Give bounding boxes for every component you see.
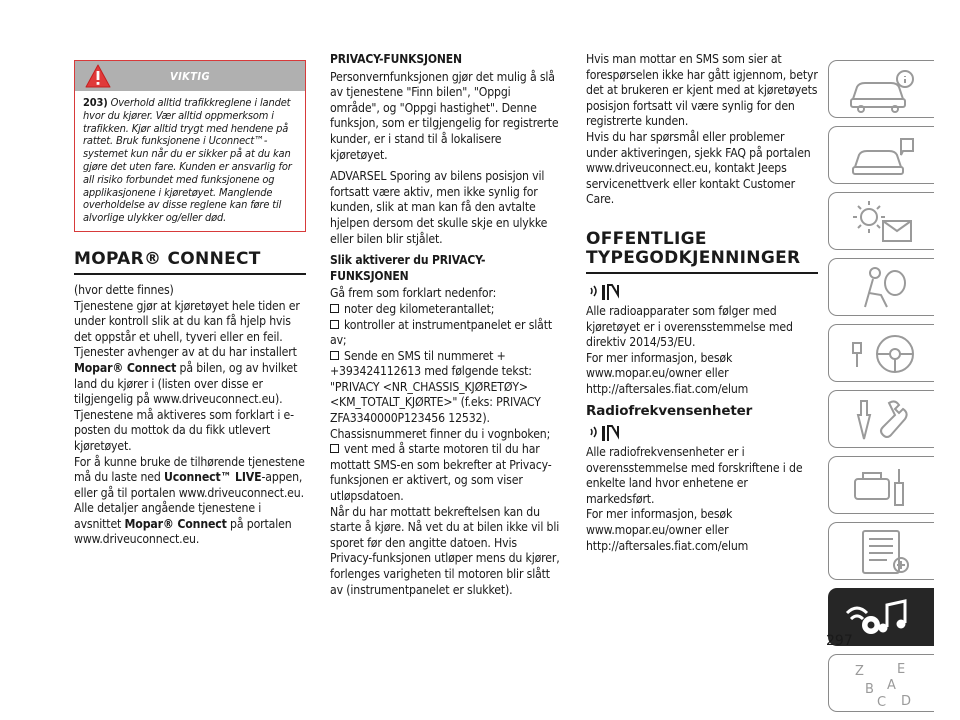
multimedia-icon xyxy=(843,593,923,643)
radio-frequency-heading: Radiofrekvensenheter xyxy=(586,402,753,419)
bold-run: Uconnect™ LIVE xyxy=(164,470,262,485)
warning-title: VIKTIG xyxy=(170,70,210,83)
column-middle xyxy=(330,52,562,598)
tab-warning-lights[interactable] xyxy=(828,192,934,250)
tab-airbag-safety[interactable] xyxy=(828,258,934,316)
airbag-safety-icon xyxy=(843,263,923,313)
bold-run: Mopar® Connect xyxy=(74,360,177,375)
text-run: Tjenester avhenger av at du har installert xyxy=(74,345,297,360)
emergency-tools-icon xyxy=(843,395,923,445)
tab-car-controls[interactable] xyxy=(828,126,934,184)
type-approval-info: For mer informasjon, besøk www.mopar.eu/owner eller http://aftersales.fiat.com/elum xyxy=(586,350,749,396)
certification-icon xyxy=(588,423,622,443)
text-run: på portalen www.driveuconnect.eu. xyxy=(74,516,292,547)
technical-data-icon xyxy=(843,527,923,577)
certification-icon xyxy=(588,282,622,302)
tab-driving[interactable] xyxy=(828,324,934,382)
tab-index[interactable] xyxy=(828,654,934,712)
maintenance-service-icon xyxy=(843,461,923,511)
tab-car-info[interactable] xyxy=(828,60,934,118)
tab-maintenance[interactable] xyxy=(828,456,934,514)
text-run: Alle detaljer angående tjenestene i avsnittet xyxy=(74,501,262,531)
privacy-intro: Gå frem som forklart nedenfor: xyxy=(330,286,497,301)
tab-technical-data[interactable] xyxy=(828,522,934,580)
mopar-paragraph xyxy=(74,345,306,407)
sms-paragraph: Hvis man mottar en SMS som sier at forespørselen ikke har gått igjennom, betyr det at brukeren er kjent med at kjøretøyets posisjon fortsatt vil være synlig for den registrerte kunden. xyxy=(586,52,818,129)
svg-text:A: A xyxy=(887,678,896,693)
list-item: Sende en SMS til nummeret + +393424112613 med følgende tekst: "PRIVACY <NR_CHASSIS_KJØRETØY> <KM_TOTALT_KJØRTE>" (f.eks: PRIVACY ZFA3340000P123456 12532). Chassisnummeret finner du i vognboken; xyxy=(330,349,562,443)
privacy-warning-paragraph: ADVARSEL Sporing av bilens posisjon vil fortsatt være aktiv, men ikke synlig for kunden, slik at man kan få den avtalte hjelpen dersom det skulle skje en ulykke eller bilen blir stjålet. xyxy=(330,169,548,246)
type-approval-text: Alle radioapparater som følger med kjøretøyet er i overensstemmelse med direktiv 2014/53/EU. xyxy=(586,303,793,350)
warning-text xyxy=(75,91,305,231)
car-info-icon xyxy=(843,65,923,115)
type-approval-heading: OFFENTLIGE TYPEGODKJENNINGER xyxy=(586,230,818,274)
mopar-paragraph xyxy=(74,501,306,548)
car-controls-icon xyxy=(843,131,923,181)
warning-lights-icon xyxy=(843,197,923,247)
list-item: vent med å starte motoren til du har mottatt SMS-en som bekrefter at Privacy-funksjonen er aktivert, og som viser utløpsdatoen. xyxy=(330,442,562,504)
mopar-availability: (hvor dette finnes) xyxy=(74,282,174,297)
page-number: 297 xyxy=(826,633,853,649)
text-run: -appen, eller gå til portalen www.driveuconnect.eu. xyxy=(74,470,304,500)
privacy-activation-heading: Slik aktiverer du PRIVACY-FUNKSJONEN xyxy=(330,253,486,283)
index-icon xyxy=(843,659,923,709)
list-item: noter deg kilometerantallet; xyxy=(330,302,562,318)
list-item: kontroller at instrumentpanelet er slått av; xyxy=(330,318,562,349)
svg-text:E: E xyxy=(897,662,906,677)
svg-text:B: B xyxy=(865,682,874,697)
warning-number: 203) xyxy=(83,96,108,109)
chapter-tabs xyxy=(828,60,934,720)
radio-frequency-text: Alle radiofrekvensenheter er i overensstemmelse med forskriftene i de enkelte land hvor enhetene er markedsført. xyxy=(586,445,803,506)
warning-box xyxy=(74,60,306,232)
column-right xyxy=(586,52,818,554)
privacy-paragraph: Når du har mottatt bekreftelsen kan du starte å kjøre. Nå vet du at bilen ikke vil bli sporet før den angitte datoen. Hvis Privacy-funksjonen utløper mens du kjører, forlenges varigheten til motoren blir slått av (instrumentpanelet er slukket). xyxy=(330,504,560,597)
bold-run: Mopar® Connect xyxy=(124,516,227,531)
svg-text:Z: Z xyxy=(855,664,864,679)
svg-text:C: C xyxy=(877,695,887,709)
column-left xyxy=(74,52,306,548)
svg-text:D: D xyxy=(901,694,912,709)
driving-steering-icon xyxy=(843,329,923,379)
warning-header xyxy=(75,61,305,91)
tab-emergency[interactable] xyxy=(828,390,934,448)
text-run: på bilen, og av hvilket land du kjører i (listen over disse er tilgjengelig på www.driveuconnect.eu). xyxy=(74,360,298,407)
mopar-paragraph: Tjenestene gjør at kjøretøyet hele tiden er under kontroll slik at du kan få hjelp hvis det oppstår et uhell, tyveri eller en feil. xyxy=(74,298,300,344)
text-run: For å kunne bruke de tilhørende tjenestene må du laste ned xyxy=(74,454,305,485)
warning-body-text: Overhold alltid trafikkreglene i landet hvor du kjører. Vær alltid oppmerksom i trafikken. Kjør alltid trygt med hendene på rattet. Bruk funksjonene i Uconnect™-systemet kun når du er sikker på at du kan gjøre det uten fare. Kunden er ansvarlig for all risiko forbundet med funksjonene og applikasjonene i kjøretøyet. Manglende overholdelse av disse reglene kan føre til alvorlige ulykker og/eller død. xyxy=(83,96,292,225)
mopar-connect-heading: MOPAR® CONNECT xyxy=(74,250,306,275)
privacy-paragraph: Personvernfunksjonen gjør det mulig å slå av tjenestene "Finn bilen", "Oppgi område", og "Oppgi hastighet". Denne funksjon, som er tilgjengelig for registrerte kunder, er i stand til å lokalisere kjøretøyet. xyxy=(330,69,559,162)
support-paragraph: Hvis du har spørsmål eller problemer under aktiveringen, sjekk FAQ på portalen www.driveuconnect.eu, kontakt Jeeps servicenettverk eller kontakt Customer Care. xyxy=(586,129,811,207)
privacy-heading: PRIVACY-FUNKSJONEN xyxy=(330,52,462,66)
radio-frequency-info: For mer informasjon, besøk www.mopar.eu/owner eller http://aftersales.fiat.com/elum xyxy=(586,507,749,553)
mopar-paragraph xyxy=(74,455,306,502)
mopar-paragraph: Tjenestene må aktiveres som forklart i e-posten du mottok da du fikk utlevert kjøretøyet. xyxy=(74,407,294,453)
